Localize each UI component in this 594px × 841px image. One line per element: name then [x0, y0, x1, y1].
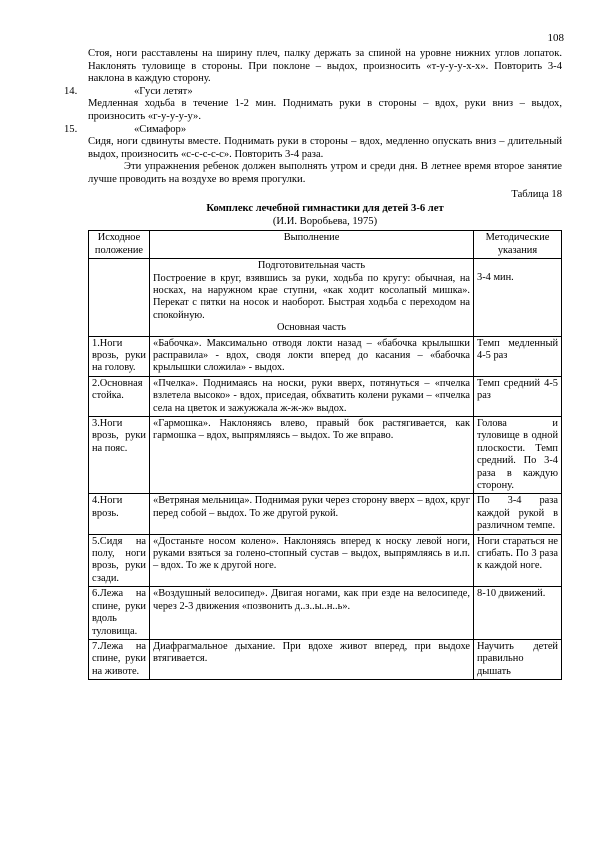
- row-notes: Темп средний 4-5 раз: [474, 376, 562, 416]
- row-position: 7.Лежа на спине, руки на животе.: [89, 639, 150, 679]
- table-header-row: [89, 231, 562, 259]
- table-label: Таблица 18: [511, 188, 562, 200]
- row-position: 5.Сидя на полу, ноги врозь, руки сзади.: [89, 534, 150, 587]
- closing-paragraph: Эти упражнения ребенок должен выполнять утром и среди дня. В летнее время второе занятие лучше проводить на воздухе во время прогулки.: [88, 161, 562, 185]
- prep-text: Построение в круг, взявшись за руки, ходьба по кругу: обычная, на носках, на наружном крае ступни, «как ходит косолапый мишка». Перекат с пятки на носок и наоборот. Быстрая ходьба с переходом на спокойную.: [153, 272, 470, 321]
- table-row: [89, 259, 562, 336]
- exercise-text: Сидя, ноги сдвинуты вместе. Поднимать руки в стороны – вдох, медленно опускать вниз – длительный выдох, произносить «с-с-с-с-с». Повторить 3-4 раза.: [88, 136, 562, 160]
- table-row: [89, 376, 562, 416]
- intro-paragraph: Стоя, ноги расставлены на ширину плеч, палку держать за спиной на уровне нижних углов лопаток. Наклонять туловище в стороны. При поклоне – выдох, произносить «т-у-у-у-х-х». Повторить 3-4 наклона в каждую сторону.: [88, 48, 562, 85]
- table-row: [89, 534, 562, 587]
- header-execution: Выполнение: [150, 231, 474, 259]
- row-execution: «Бабочка». Максимально отводя локти назад – «бабочка крылышки расправила» - вдох, сводя локти вперед до касания – «бабочка крылышки сложила» - выдох.: [150, 336, 474, 376]
- row-position: 1.Ноги врозь, руки на голову.: [89, 336, 150, 376]
- row-execution: «Гармошка». Наклоняясь влево, правый бок растягивается, как гармошка – вдох, выпрямляясь – выдох. То же вправо.: [150, 417, 474, 494]
- row-position: [89, 259, 150, 336]
- row-position: 6.Лежа на спине, руки вдоль туловища.: [89, 587, 150, 640]
- exercise-14-header: [64, 86, 562, 99]
- page-content: [64, 48, 562, 680]
- table-row: [89, 494, 562, 534]
- exercise-15-header: [64, 124, 562, 137]
- exercise-table: [88, 230, 562, 680]
- prep-section-heading: Подготовительная часть: [257, 260, 366, 272]
- table-row: [89, 336, 562, 376]
- table-row: [89, 639, 562, 679]
- table-row: [89, 417, 562, 494]
- row-execution: «Ветряная мельница». Поднимая руки через сторону вверх – вдох, круг перед собой – выдох. То же другой рукой.: [150, 494, 474, 534]
- exercise-number: 14.: [64, 85, 78, 97]
- prep-notes: 3-4 мин.: [477, 272, 514, 284]
- exercise-text: Медленная ходьба в течение 1-2 мин. Поднимать руки в стороны – вдох, руки вниз – выдох, произносить «г-у-у-у-у».: [88, 98, 562, 122]
- row-execution: «Воздушный велосипед». Двигая ногами, как при езде на велосипеде, через 2-3 движения «позвонить д..з..ы..н..ь».: [150, 587, 474, 640]
- exercise-number: 15.: [64, 123, 78, 135]
- row-position: 3.Ноги врозь, руки на пояс.: [89, 417, 150, 494]
- row-execution: Диафрагмальное дыхание. При вдохе живот вперед, при выдохе втягивается.: [150, 639, 474, 679]
- table-row: [89, 587, 562, 640]
- row-execution: [150, 259, 474, 336]
- row-notes: Темп медленный 4-5 раз: [474, 336, 562, 376]
- main-section-heading: Основная часть: [276, 322, 347, 334]
- row-notes: Научить детей правильно дышать: [474, 639, 562, 679]
- page-number: 108: [547, 32, 564, 44]
- row-notes: По 3-4 раза каждой рукой в различном темпе.: [474, 494, 562, 534]
- row-notes: 8-10 движений.: [474, 587, 562, 640]
- row-position: 4.Ноги врозь.: [89, 494, 150, 534]
- row-notes: Голова и туловище в одной плоскости. Темп средний. По 3-4 раза в каждую сторону.: [474, 417, 562, 494]
- table-subtitle: (И.И. Воробьева, 1975): [272, 215, 378, 227]
- row-notes: [474, 259, 562, 336]
- row-execution: «Пчелка». Поднимаясь на носки, руки вверх, потянуться – «пчелка взлетела высоко» - вдох, приседая, обхватить колени руками – «пчелка села на цветок и зажужжала ж-ж-ж» выдох.: [150, 376, 474, 416]
- row-position: 2.Основная стойка.: [89, 376, 150, 416]
- table-title: Комплекс лечебной гимнастики для детей 3-6 лет: [206, 203, 444, 215]
- header-notes: Методические указания: [474, 231, 562, 259]
- row-notes: Ноги стараться не сгибать. По 3 раза к каждой ноге.: [474, 534, 562, 587]
- header-position: Исходное положение: [89, 231, 150, 259]
- row-execution: «Достаньте носом колено». Наклоняясь вперед к носку левой ноги, руками взяться за голено-стопный сустав – выдох, выпрямляясь в и.п. – вдох. То же к другой ноге.: [150, 534, 474, 587]
- exercise-title: «Симафор»: [134, 123, 187, 135]
- exercise-title: «Гуси летят»: [134, 85, 193, 97]
